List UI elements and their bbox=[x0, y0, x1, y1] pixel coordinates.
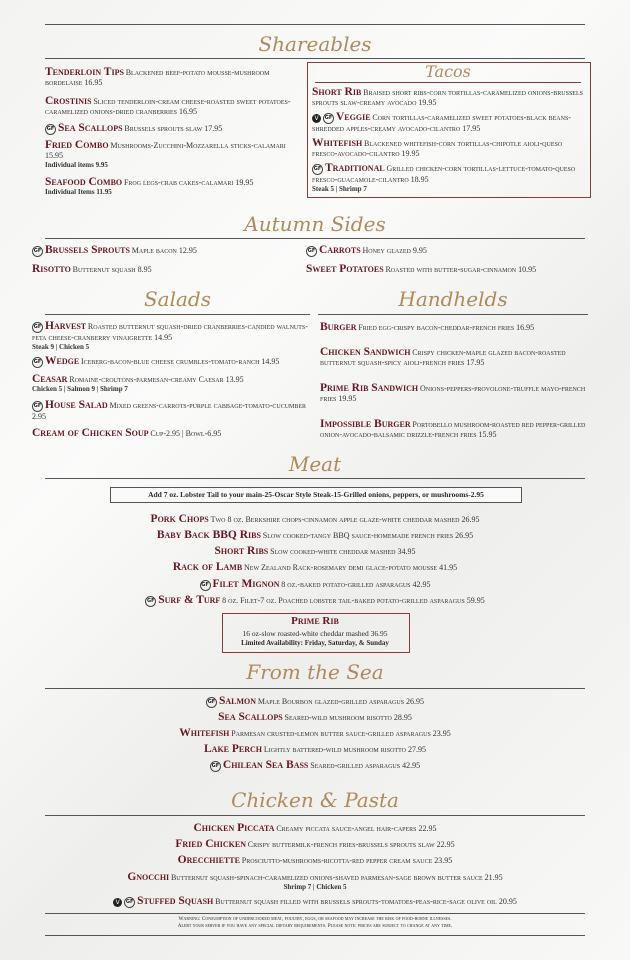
menu-item bbox=[32, 246, 302, 257]
item-description: Iceberg-bacon-blue cheese crumbles-tomato-ranch 14.95 bbox=[80, 357, 280, 367]
gluten-free-icon: GF bbox=[145, 596, 156, 607]
section-title-shareables: Shareables bbox=[258, 32, 372, 56]
item-name: Fried Combo bbox=[45, 139, 109, 151]
menu-item bbox=[32, 401, 312, 422]
prime-rib-name: Prime Rib bbox=[291, 615, 339, 627]
item-description: Prosciutto-mushrooms-ricotta-red pepper cream sauce 23.95 bbox=[241, 856, 453, 865]
gluten-free-icon: GF bbox=[210, 761, 221, 772]
item-description: Romaine-croutons-parmesan-creamy Caesar 13.95 bbox=[69, 375, 244, 384]
item-description: Brussels sprouts slaw 17.95 bbox=[124, 124, 223, 134]
item-name: Risotto bbox=[32, 263, 71, 275]
menu-item bbox=[45, 713, 585, 723]
item-name: Cream of Chicken Soup bbox=[32, 427, 149, 439]
menu-item bbox=[45, 68, 303, 88]
item-name: Brussels Sprouts bbox=[45, 244, 130, 257]
section-title-salads: Salads bbox=[143, 287, 211, 311]
item-description: Lightly battered-wild mushroom risotto 27.95 bbox=[263, 745, 426, 754]
item-name: Veggie bbox=[336, 111, 371, 124]
item-name: Chilean Sea Bass bbox=[222, 759, 309, 772]
item-description: Roasted with butter-sugar-cinnamon 10.95 bbox=[385, 265, 537, 274]
item-name: Whitefish bbox=[312, 137, 363, 149]
item-name: Burger bbox=[320, 321, 357, 333]
item-description: Seared-wild mushroom risotto 28.95 bbox=[284, 713, 412, 722]
warning-line-1: Warning: Consumption of undercooked meat, poultry, eggs, or seafood may increase the risk of food-borne illnesses. bbox=[178, 916, 452, 922]
item-description: New Zealand Rack-rosemary demi glace-potato mousse 41.95 bbox=[244, 563, 458, 572]
item-name: Chicken Piccata bbox=[193, 822, 275, 834]
menu-item bbox=[320, 384, 588, 404]
item-addon: Individual Items 11.95 bbox=[45, 188, 112, 197]
item-description: Fried egg-crispy bacon-cheddar-french fries 16.95 bbox=[358, 323, 535, 332]
menu-item bbox=[306, 265, 586, 275]
item-name: Harvest bbox=[45, 320, 87, 333]
menu-item bbox=[45, 729, 585, 739]
item-name: Prime Rib Sandwich bbox=[320, 382, 419, 394]
item-name: Baby Back BBQ Ribs bbox=[156, 529, 261, 541]
menu-item bbox=[45, 824, 585, 834]
menu-item bbox=[45, 840, 585, 850]
item-description: 8 oz.-baked potato-grilled asparagus 42.95 bbox=[281, 580, 431, 590]
item-description: Parmesan crusted-lemon butter sauce-grilled asparagus 23.95 bbox=[231, 729, 451, 738]
item-addon: Individual items 9.95 bbox=[45, 161, 108, 170]
menu-item bbox=[32, 322, 312, 352]
item-name: Pork Chops bbox=[150, 513, 209, 525]
gluten-free-icon: GF bbox=[32, 246, 43, 257]
gluten-free-icon: GF bbox=[200, 580, 211, 591]
item-description: Creamy piccata sauce-angel hair-capers 22.95 bbox=[276, 824, 437, 833]
item-description: Corn tortillas-caramelized sweet potatoes-black beans-shredded apples-creamy avocado-cilantro 17.95 bbox=[312, 113, 571, 133]
item-description: Braised short ribs-corn tortillas-caramelized onions-brussels sprouts slaw-creamy avocado 19.95 bbox=[312, 88, 583, 108]
menu-item bbox=[320, 348, 588, 368]
section-title-handhelds: Handhelds bbox=[398, 287, 508, 311]
menu-item bbox=[32, 357, 312, 368]
item-name: House Salad bbox=[45, 399, 108, 412]
item-name: Impossible Burger bbox=[320, 418, 411, 430]
item-description: Butternut squash-spinach-caramelized onions-shaved parmesan-sage brown butter sauce 21.95 bbox=[170, 873, 503, 882]
item-name: Short Rib bbox=[312, 86, 362, 98]
item-name: Crostinis bbox=[45, 95, 92, 107]
item-name: Ceasar bbox=[32, 373, 68, 385]
item-description: Honey glazed 9.95 bbox=[362, 246, 427, 256]
item-description: Onions-peppers-provolone-truffle mayo-french fries 19.95 bbox=[320, 384, 586, 404]
item-name: Sea Scallops bbox=[218, 711, 283, 723]
warning-line-2: Alert your server if you have any special dietary requirements. Please note: prices are subject to change at any time. bbox=[177, 923, 453, 929]
section-title-autumn-sides: Autumn Sides bbox=[244, 212, 386, 236]
item-name: Sea Scallops bbox=[58, 122, 123, 135]
item-name: Tenderloin Tips bbox=[45, 66, 124, 78]
item-addon: Steak 5 | Shrimp 7 bbox=[312, 185, 367, 194]
gluten-free-icon: GF bbox=[124, 897, 135, 908]
gluten-free-icon: GF bbox=[312, 164, 323, 175]
menu-item bbox=[45, 761, 585, 772]
item-description: Cup-2.95 | Bowl-6.95 bbox=[150, 429, 222, 438]
menu-item bbox=[45, 563, 585, 573]
menu-item bbox=[45, 141, 303, 171]
item-name: Chicken Sandwich bbox=[320, 346, 411, 358]
item-description: Maple Bourbon glazed-grilled asparagus 26.95 bbox=[257, 697, 425, 707]
menu-item bbox=[45, 596, 585, 607]
item-description: Mushrooms-Zucchini-Mozzarella sticks-calamari 15.95 bbox=[45, 141, 286, 161]
item-name: Short Ribs bbox=[214, 545, 269, 557]
menu-item bbox=[312, 88, 584, 108]
item-addon: Steak 9 | Chicken 5 bbox=[32, 343, 90, 352]
gluten-free-icon: GF bbox=[306, 246, 317, 257]
item-addon: Shrimp 7 | Chicken 5 bbox=[283, 883, 347, 892]
item-description: Blackened beef-potato mousse-mushroom bordelaise 16.95 bbox=[45, 68, 270, 88]
gluten-free-icon: GF bbox=[45, 124, 56, 135]
menu-item bbox=[45, 515, 585, 525]
item-description: Slow cooked-tangy BBQ sauce-homemade french fries 26.95 bbox=[262, 531, 474, 540]
item-description: 8 oz. Filet-7 oz. Poached lobster tail-baked potato-grilled asparagus 59.95 bbox=[222, 596, 485, 606]
item-description: Crispy buttermilk-french fries-brussels sprouts slaw 22.95 bbox=[247, 840, 455, 849]
gluten-free-icon: GF bbox=[323, 113, 334, 124]
item-name: Rack of Lamb bbox=[172, 561, 243, 573]
menu-item bbox=[45, 697, 585, 708]
item-description: Grilled chicken-corn tortillas-lettuce-tomato-queso fresco-guacamole-cilantro 18.95 bbox=[312, 164, 576, 184]
menu-item bbox=[45, 178, 303, 197]
item-description: Seared-grilled asparagus 42.95 bbox=[310, 761, 421, 771]
gluten-free-icon: GF bbox=[32, 322, 43, 333]
item-name: Filet Mignon bbox=[212, 578, 280, 591]
section-title-from-the-sea: From the Sea bbox=[246, 660, 384, 684]
menu-item bbox=[320, 323, 588, 333]
item-description: Butternut squash filled with brussels sprouts-tomatoes-peas-rice-sage olive oil 20.95 bbox=[215, 897, 517, 907]
item-name: Orecchiette bbox=[177, 854, 240, 866]
menu-item bbox=[45, 873, 585, 892]
menu-item bbox=[32, 265, 302, 275]
gluten-free-icon: GF bbox=[32, 357, 43, 368]
item-description: Sliced tenderloin-cream cheese-roasted sweet potatoes-caramelized onions-dried cranberries 16.95 bbox=[45, 97, 291, 117]
section-title-tacos: Tacos bbox=[425, 62, 471, 81]
meat-addon-banner: Add 7 oz. Lobster Tail to your main-25-Oscar Style Steak-15-Grilled onions, peppers, or mushrooms-2.95 bbox=[110, 487, 522, 503]
item-description: Roasted butternut squash-dried cranberries-candied walnuts-feta cheese-cranberry vinaigrette 14.95 bbox=[32, 322, 308, 342]
menu-item bbox=[312, 139, 584, 159]
item-name: Carrots bbox=[319, 244, 361, 257]
menu-item bbox=[312, 113, 584, 134]
menu-item bbox=[45, 856, 585, 866]
item-name: Surf & Turf bbox=[158, 594, 221, 607]
item-name: Seafood Combo bbox=[45, 176, 123, 188]
vegan-icon: V bbox=[113, 898, 122, 907]
item-description: Two 8 oz. Berkshire chops-cinnamon apple glaze-white cheddar mashed 26.95 bbox=[210, 515, 480, 524]
menu-item bbox=[45, 531, 585, 541]
menu-item bbox=[312, 164, 584, 194]
item-name: Stuffed Squash bbox=[137, 895, 214, 908]
menu-item bbox=[32, 429, 312, 439]
menu-item bbox=[45, 97, 303, 117]
section-title-meat: Meat bbox=[288, 452, 342, 476]
gluten-free-icon: GF bbox=[206, 697, 217, 708]
menu-item bbox=[32, 375, 312, 394]
item-description: Maple bacon 12.95 bbox=[131, 246, 197, 256]
item-description: Crispy chicken-maple glazed bacon-roasted butternut squash-spicy aioli-french fries 17.95 bbox=[320, 348, 566, 368]
menu-item bbox=[45, 580, 585, 591]
item-description: Slow cooked-white cheddar mashed 34.95 bbox=[270, 547, 416, 556]
item-name: Lake Perch bbox=[204, 743, 263, 755]
item-name: Gnocchi bbox=[127, 871, 170, 883]
menu-item bbox=[45, 897, 585, 908]
item-description: Blackened whitefish-corn tortillas-chipotle aioli-queso fresco-avocado-cilantro 19.95 bbox=[312, 139, 563, 159]
item-addon: Chicken 5 | Salmon 9 | Shrimp 7 bbox=[32, 385, 128, 394]
item-description: Butternut squash 8.95 bbox=[72, 265, 152, 274]
menu-item bbox=[320, 420, 588, 440]
prime-rib-desc: 16 oz-slow roasted-white cheddar mashed 36.95 bbox=[242, 629, 388, 638]
item-name: Fried Chicken bbox=[175, 838, 246, 850]
gluten-free-icon: GF bbox=[32, 401, 43, 412]
item-description: Frog legs-crab cakes-calamari 19.95 bbox=[123, 178, 254, 187]
item-description: Portobello mushroom-roasted red pepper-grilled onion-avocado-balsamic drizzle-french fries 15.95 bbox=[320, 420, 586, 440]
item-name: Whitefish bbox=[179, 727, 230, 739]
prime-rib-availability: Limited Availability: Friday, Saturday, & Sunday bbox=[241, 639, 389, 647]
item-name: Wedge bbox=[45, 355, 80, 368]
menu-item bbox=[45, 745, 585, 755]
item-description: Mixed greens-carrots-purple cabbage-tomato-cucumber 2.95 bbox=[32, 401, 307, 421]
menu-item bbox=[45, 124, 303, 135]
item-name: Sweet Potatoes bbox=[306, 263, 384, 275]
menu-item bbox=[306, 246, 586, 257]
menu-item bbox=[45, 547, 585, 557]
vegan-icon: V bbox=[312, 114, 321, 123]
item-name: Salmon bbox=[218, 695, 257, 708]
section-title-chicken-pasta: Chicken & Pasta bbox=[231, 788, 399, 812]
item-name: Traditional bbox=[325, 162, 385, 175]
